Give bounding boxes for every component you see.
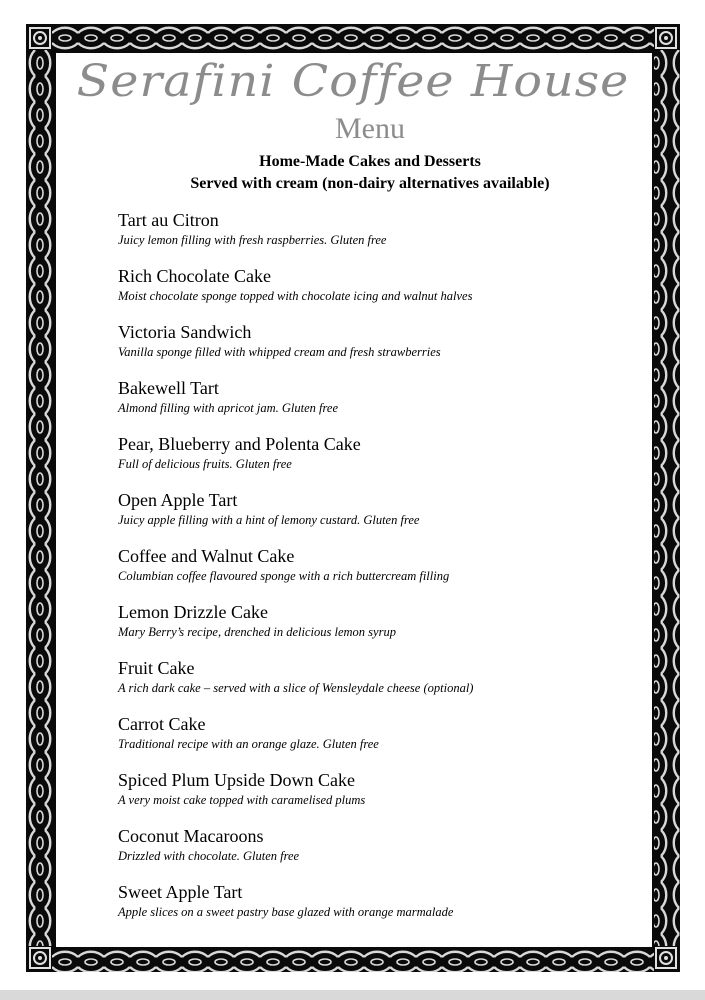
menu-item-description: Vanilla sponge filled with whipped cream and fresh strawberries	[118, 345, 441, 359]
menu-item	[118, 824, 658, 880]
menu-item-name: Open Apple Tart	[118, 490, 238, 510]
menu-item-description: Full of delicious fruits. Gluten free	[118, 457, 292, 471]
menu-item	[118, 768, 658, 824]
menu-item-description: Drizzled with chocolate. Gluten free	[118, 849, 300, 863]
menu-item	[118, 488, 658, 544]
menu-item-name: Lemon Drizzle Cake	[118, 602, 268, 622]
page-bottom-edge	[0, 990, 705, 1000]
menu-item	[118, 656, 658, 712]
cafe-name-title: Serafini Coffee House	[76, 56, 630, 107]
menu-item-description: Moist chocolate sponge topped with chocolate icing and walnut halves	[118, 289, 473, 303]
menu-item-name: Coffee and Walnut Cake	[118, 546, 295, 566]
menu-item-description: Columbian coffee flavoured sponge with a rich buttercream filling	[118, 569, 450, 583]
menu-item-description: Mary Berry’s recipe, drenched in delicious lemon syrup	[118, 625, 396, 639]
menu-item-name: Sweet Apple Tart	[118, 882, 243, 902]
menu-item-name: Pear, Blueberry and Polenta Cake	[118, 434, 361, 454]
menu-item	[118, 712, 658, 768]
menu-item-name: Spiced Plum Upside Down Cake	[118, 770, 355, 790]
serving-note: Served with cream (non-dairy alternatives available)	[190, 175, 550, 192]
menu-item	[118, 432, 658, 488]
menu-item	[118, 544, 658, 600]
menu-item-name: Rich Chocolate Cake	[118, 266, 271, 286]
menu-item-name: Carrot Cake	[118, 714, 206, 734]
menu-item-name: Bakewell Tart	[118, 378, 219, 398]
menu-item-list	[118, 208, 658, 936]
menu-item-name: Tart au Citron	[118, 210, 219, 230]
menu-item-name: Coconut Macaroons	[118, 826, 264, 846]
menu-item-description: A very moist cake topped with caramelised plums	[118, 793, 366, 807]
menu-item-description: Juicy apple filling with a hint of lemony custard. Gluten free	[118, 513, 420, 527]
menu-item-name: Fruit Cake	[118, 658, 195, 678]
section-heading: Home-Made Cakes and Desserts	[259, 153, 481, 170]
menu-item-description: A rich dark cake – served with a slice of Wensleydale cheese (optional)	[118, 681, 474, 695]
menu-item	[118, 264, 658, 320]
menu-item	[118, 880, 658, 936]
menu-item	[118, 208, 658, 264]
menu-item	[118, 320, 658, 376]
menu-item-name: Victoria Sandwich	[118, 322, 252, 342]
menu-item-description: Almond filling with apricot jam. Gluten free	[118, 401, 339, 415]
menu-item	[118, 600, 658, 656]
menu-item-description: Apple slices on a sweet pastry base glazed with orange marmalade	[118, 905, 454, 919]
menu-item	[118, 376, 658, 432]
menu-item-description: Traditional recipe with an orange glaze. Gluten free	[118, 737, 379, 751]
menu-label: Menu	[335, 112, 405, 145]
menu-item-description: Juicy lemon filling with fresh raspberries. Gluten free	[118, 233, 387, 247]
